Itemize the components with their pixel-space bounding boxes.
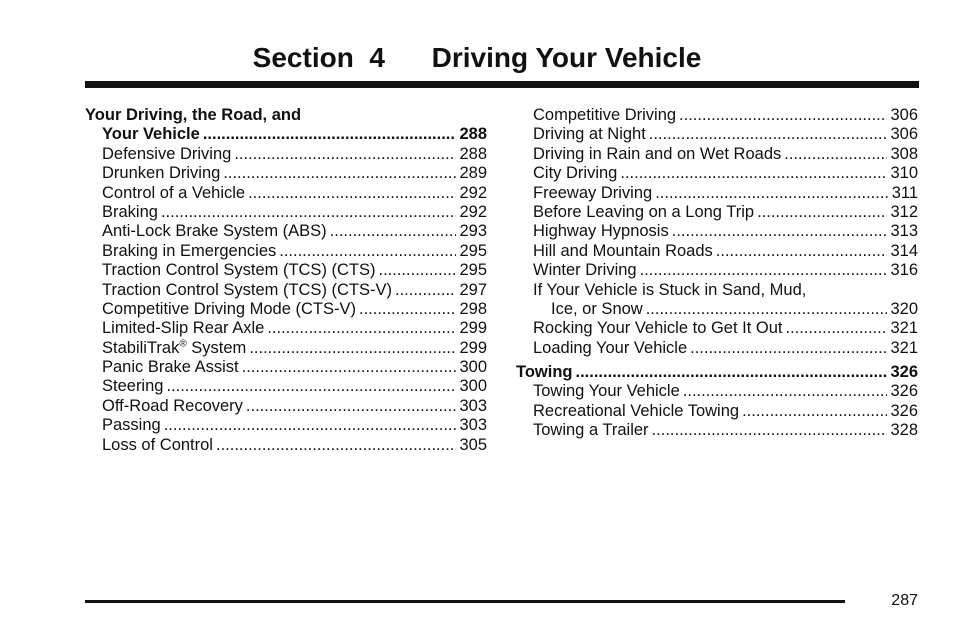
toc-page-number: 297	[459, 280, 487, 299]
toc-right-column	[516, 106, 918, 441]
toc-entry-title: Traction Control System (TCS) (CTS-V)	[102, 280, 393, 299]
dot-leader	[242, 358, 457, 377]
toc-entry[interactable]	[516, 184, 918, 203]
toc-entry[interactable]	[516, 339, 918, 358]
dot-leader	[216, 436, 456, 455]
toc-entry-title: Competitive Driving	[533, 105, 677, 124]
toc-page-number: 326	[890, 363, 918, 382]
toc-page-number: 306	[890, 125, 918, 144]
dot-leader	[690, 339, 887, 358]
dot-leader	[785, 319, 887, 338]
toc-entry-title: Your Vehicle	[102, 125, 200, 144]
toc-entry-title: Steering	[102, 377, 164, 396]
toc-page-number: 314	[890, 241, 918, 260]
toc-entry-title: Towing a Trailer	[533, 421, 649, 440]
dot-leader	[576, 363, 888, 382]
toc-entry-title: Braking in Emergencies	[102, 241, 277, 260]
toc-entry[interactable]	[85, 397, 487, 416]
toc-entry[interactable]	[85, 339, 487, 358]
dot-leader	[655, 184, 888, 203]
dot-leader	[234, 145, 456, 164]
toc-entry-title: Braking	[102, 202, 158, 221]
dot-leader	[246, 397, 457, 416]
toc-entry[interactable]	[516, 145, 918, 164]
toc-entry-title: City Driving	[533, 164, 618, 183]
dot-leader	[166, 377, 456, 396]
toc-entry-title: Off-Road Recovery	[102, 396, 243, 415]
toc-entry-title: Towing	[516, 363, 573, 382]
toc-entry[interactable]	[85, 300, 487, 319]
toc-entry[interactable]	[516, 261, 918, 280]
toc-entry-title: If Your Vehicle is Stuck in Sand, Mud,	[533, 280, 807, 299]
dot-leader	[757, 203, 887, 222]
toc-entry[interactable]	[516, 363, 918, 382]
toc-entry[interactable]	[516, 421, 918, 440]
toc-page-number: 306	[890, 105, 918, 124]
toc-entry[interactable]	[85, 416, 487, 435]
toc-entry[interactable]	[516, 300, 918, 319]
dot-leader	[161, 203, 457, 222]
toc-entry-title: Loading Your Vehicle	[533, 338, 688, 357]
toc-entry[interactable]	[85, 358, 487, 377]
toc-entry-title: Panic Brake Assist	[102, 358, 239, 377]
toc-page-number: 292	[459, 183, 487, 202]
toc-page-number: 303	[459, 396, 487, 415]
dot-leader	[784, 145, 887, 164]
toc-entry[interactable]	[85, 319, 487, 338]
dot-leader	[223, 164, 456, 183]
toc-entry[interactable]	[85, 106, 487, 125]
dot-leader	[203, 125, 457, 144]
toc-entry[interactable]	[516, 319, 918, 338]
toc-entry-title: Loss of Control	[102, 435, 213, 454]
toc-entry[interactable]	[85, 184, 487, 203]
toc-left-column	[85, 106, 487, 455]
toc-entry-title: Driving at Night	[533, 125, 646, 144]
dot-leader	[652, 421, 888, 440]
dot-leader	[267, 319, 456, 338]
toc-page-number: 300	[459, 377, 487, 396]
toc-entry-title: Limited-Slip Rear Axle	[102, 319, 265, 338]
dot-leader	[249, 339, 456, 358]
dot-leader	[742, 402, 887, 421]
toc-entry-title: Your Driving, the Road, and	[85, 105, 302, 124]
dot-leader	[395, 281, 456, 300]
toc-page-number: 300	[459, 358, 487, 377]
toc-page-number: 292	[459, 202, 487, 221]
toc-page-number: 326	[890, 401, 918, 420]
dot-leader	[679, 106, 887, 125]
toc-entry[interactable]	[85, 125, 487, 144]
toc-page-number: 295	[459, 241, 487, 260]
toc-entry-title: Traction Control System (TCS) (CTS)	[102, 261, 376, 280]
dot-leader	[330, 222, 457, 241]
toc-entry[interactable]	[516, 242, 918, 261]
toc-entry-title: Ice, or Snow	[551, 299, 643, 318]
toc-page-number: 288	[459, 144, 487, 163]
toc-entry-title: Highway Hypnosis	[533, 222, 669, 241]
toc-entry[interactable]	[85, 281, 487, 300]
toc-page-number: 320	[890, 299, 918, 318]
toc-page-number: 299	[459, 338, 487, 357]
title-rule	[85, 81, 919, 88]
toc-entry-title: StabiliTrak® System	[102, 338, 247, 357]
toc-page-number: 312	[890, 202, 918, 221]
toc-page-number: 321	[890, 319, 918, 338]
toc-page-number: 313	[890, 222, 918, 241]
toc-page-number: 295	[459, 261, 487, 280]
toc-entry-title: Rocking Your Vehicle to Get It Out	[533, 319, 783, 338]
toc-entry-title: Anti-Lock Brake System (ABS)	[102, 222, 327, 241]
toc-entry[interactable]	[85, 261, 487, 280]
toc-entry[interactable]	[516, 402, 918, 421]
dot-leader	[359, 300, 456, 319]
toc-entry[interactable]	[85, 164, 487, 183]
toc-entry-title: Freeway Driving	[533, 183, 653, 202]
toc-entry[interactable]	[516, 164, 918, 183]
toc-page-number: 303	[459, 416, 487, 435]
toc-entry[interactable]	[85, 377, 487, 396]
dot-leader	[379, 261, 457, 280]
toc-entry-title: Control of a Vehicle	[102, 183, 246, 202]
dot-leader	[279, 242, 456, 261]
toc-entry-title: Before Leaving on a Long Trip	[533, 202, 755, 221]
dot-leader	[248, 184, 456, 203]
toc-page-number: 326	[890, 382, 918, 401]
toc-entry[interactable]	[516, 106, 918, 125]
registered-mark: ®	[179, 338, 187, 350]
toc-page-number: 328	[890, 421, 918, 440]
toc-page-number: 321	[890, 338, 918, 357]
dot-leader	[620, 164, 887, 183]
dot-leader	[640, 261, 888, 280]
toc-page-number: 298	[459, 299, 487, 318]
toc-page-number: 293	[459, 222, 487, 241]
toc-page-number: 311	[891, 183, 918, 202]
toc-entry[interactable]	[516, 203, 918, 222]
page-number: 287	[891, 592, 918, 609]
dot-leader	[649, 125, 888, 144]
toc-entry-title: Defensive Driving	[102, 144, 232, 163]
dot-leader	[683, 382, 888, 401]
footer-rule	[85, 600, 845, 603]
toc-entry[interactable]	[85, 222, 487, 241]
toc-entry[interactable]	[85, 203, 487, 222]
toc-entry[interactable]	[516, 382, 918, 401]
toc-entry[interactable]	[85, 242, 487, 261]
toc-entry[interactable]	[85, 436, 487, 455]
toc-page-number: 288	[459, 125, 487, 144]
toc-page-number: 316	[890, 261, 918, 280]
toc-entry-title: Driving in Rain and on Wet Roads	[533, 144, 782, 163]
toc-page-number: 308	[890, 144, 918, 163]
toc-page-number: 310	[890, 164, 918, 183]
dot-leader	[716, 242, 888, 261]
toc-entry[interactable]	[516, 281, 918, 300]
toc-entry-title: Winter Driving	[533, 261, 637, 280]
dot-leader	[672, 222, 888, 241]
toc-entry[interactable]	[516, 222, 918, 241]
section-title: Section 4 Driving Your Vehicle	[252, 42, 702, 73]
toc-entry-title: Competitive Driving Mode (CTS-V)	[102, 299, 356, 318]
toc-entry-title: Drunken Driving	[102, 164, 221, 183]
toc-entry-title: Recreational Vehicle Towing	[533, 401, 740, 420]
toc-entry-title: Hill and Mountain Roads	[533, 241, 713, 260]
toc-page-number: 289	[459, 164, 487, 183]
toc-entry-title: Towing Your Vehicle	[533, 382, 680, 401]
toc-entry[interactable]	[85, 145, 487, 164]
toc-entry[interactable]	[516, 125, 918, 144]
dot-leader	[646, 300, 888, 319]
toc-entry-title: Passing	[102, 416, 161, 435]
dot-leader	[164, 416, 457, 435]
toc-page-number: 299	[459, 319, 487, 338]
toc-page-number: 305	[459, 435, 487, 454]
